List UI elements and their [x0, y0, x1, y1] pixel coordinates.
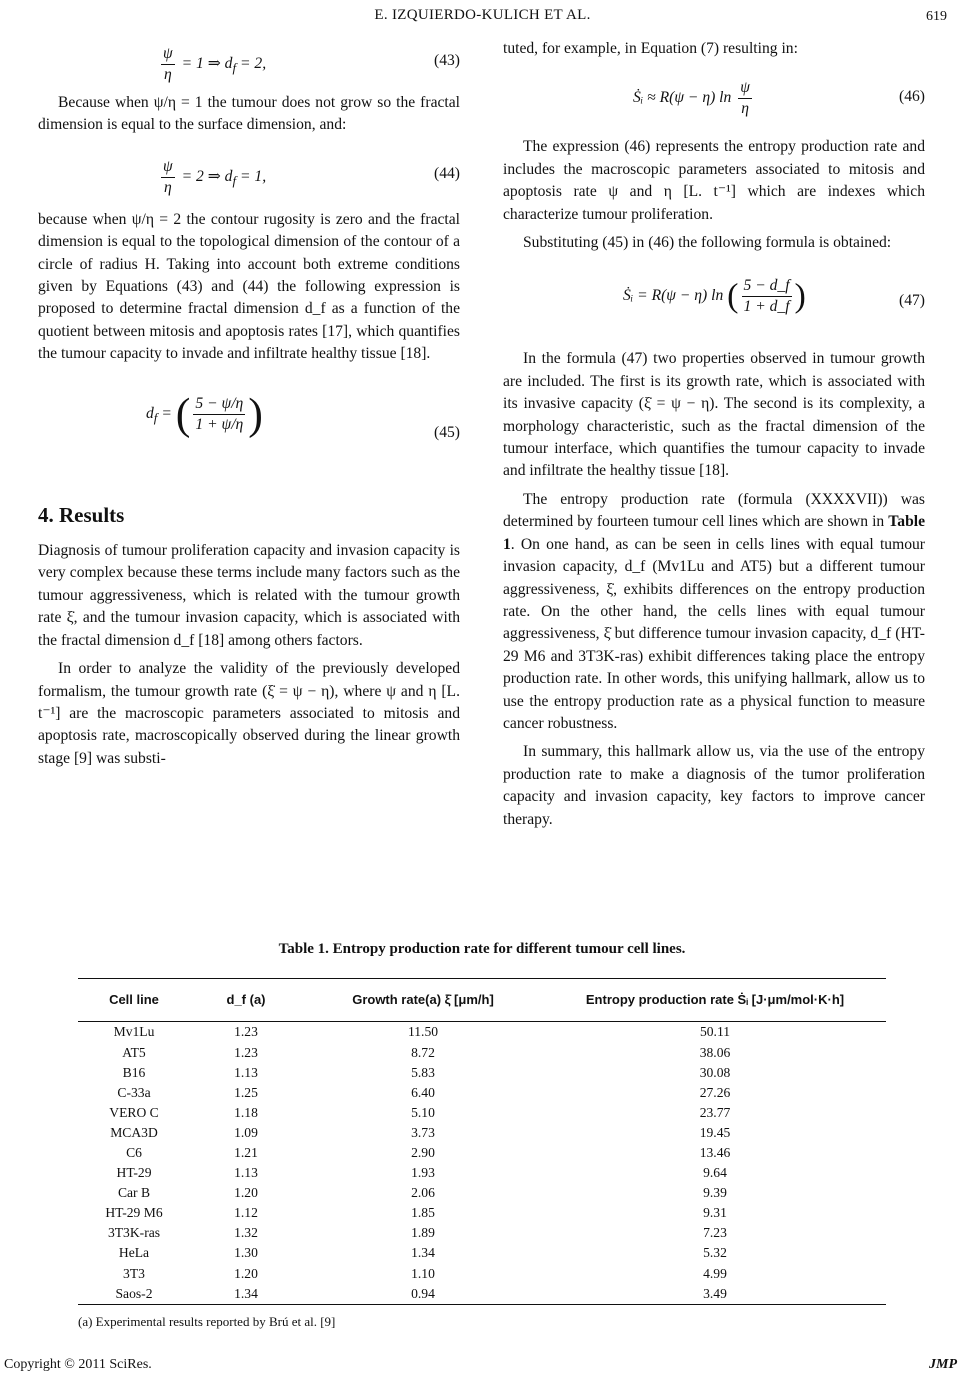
table-row: [78, 1203, 886, 1223]
paragraph: In order to analyze the validity of the previously developed formalism, the tumour growth rate (ξ̇ = ψ − η), where ψ and η [L. t⁻¹] are the macroscopic parameters associated to mitosis and apoptosis rate, macroscopically observed during the linear growth stage [9] was substi-: [38, 660, 460, 767]
table-cell: 1.20: [234, 1185, 258, 1201]
paragraph: Because when ψ/η = 1 the tumour does not grow so the fractal dimension is equal to the surface dimension, and:: [38, 94, 460, 134]
table-cell: 1.21: [234, 1145, 258, 1161]
table-cell: 13.46: [699, 1145, 731, 1161]
table-footnote: (a) Experimental results reported by Brú et al. [9]: [78, 1313, 336, 1329]
table-cell: 1.09: [234, 1124, 258, 1140]
table-cell: 30.08: [699, 1064, 731, 1080]
table-cell: 1.13: [234, 1165, 258, 1181]
column-header: Entropy production rate Ṡᵢ [J·μm/mol·K·h]: [544, 979, 886, 1022]
column-header: Cell line: [78, 979, 190, 1022]
paragraph: because when ψ/η = 2 the contour rugosity is zero and the fractal dimension is equal to the topological dimension of the contour of a circle of radius H. Taking into account both extreme conditions given by Equations (43) and (44) the following expression is proposed to determine fractal dimension d_f as a function of the quotient between mitosis and apoptosis rates [17], which quantifies the tumour capacity to invade and infiltrate healthy tissue [18].: [38, 210, 460, 363]
left-column: [38, 38, 460, 770]
table-row: [78, 1043, 886, 1063]
table-cell: HT-29: [116, 1165, 152, 1181]
paragraph: tuted, for example, in Equation (7) resulting in:: [503, 40, 798, 57]
equation-45: $d_f$ = ( $\frac{5 - \psi/\eta}{1 + \psi/\eta}$ ) (45): [38, 384, 460, 480]
table-cell: 3T3: [123, 1265, 145, 1281]
table-cell: Mv1Lu: [113, 1024, 155, 1040]
table-cell: 1.13: [234, 1064, 258, 1080]
table-cell: 38.06: [699, 1044, 731, 1060]
table-cell: 50.11: [699, 1024, 731, 1040]
table-cell: B16: [122, 1064, 146, 1080]
column-header: Growth rate(a) ξ̇ [μm/h]: [302, 979, 544, 1022]
section-heading: 4. Results: [38, 502, 125, 527]
equation-44: $\frac{\psi}{\eta}$ = 2 ⇒ $d_f = 1$, (44): [163, 157, 460, 196]
table-cell: 2.06: [411, 1185, 435, 1201]
table-cell: 9.31: [703, 1205, 727, 1221]
table-cell: 23.77: [699, 1104, 731, 1120]
paragraph: Substituting (45) in (46) the following formula is obtained:: [523, 234, 892, 252]
table-cell: 3.73: [411, 1124, 435, 1140]
table-row: [78, 1063, 886, 1083]
table-cell: 1.34: [411, 1245, 435, 1261]
table-row: [78, 1243, 886, 1263]
table-cell: 1.93: [411, 1165, 435, 1181]
table-row: [78, 1022, 886, 1043]
equation-46: Ṡᵢ ≈ R(ψ − η) ln $\frac{\psi}{\eta}$ (46): [633, 79, 925, 118]
table-cell: 5.32: [703, 1245, 727, 1261]
copyright: Copyright © 2011 SciRes.: [4, 1356, 152, 1372]
table-cell: 19.45: [699, 1124, 731, 1140]
table-cell: 1.30: [234, 1245, 258, 1261]
table-cell: 1.89: [411, 1225, 435, 1241]
table-cell: 1.10: [411, 1265, 435, 1281]
table-cell: 4.99: [703, 1265, 727, 1281]
table-cell: 1.25: [234, 1084, 258, 1100]
table-caption: Table 1. Entropy production rate for different tumour cell lines.: [278, 941, 686, 957]
table-cell: C6: [126, 1145, 142, 1161]
equation-number: (45): [434, 423, 460, 441]
table-cell: 7.23: [703, 1225, 727, 1241]
table-cell: 8.72: [411, 1044, 435, 1060]
table-cell: 9.39: [703, 1185, 727, 1201]
equation-number: (47): [899, 292, 925, 310]
paragraph: The entropy production rate (formula (XXXXVII)) was determined by fourteen tumour cell lines which are shown in Table 1. On one hand, as can be seen in cells lines with equal tumour invasion capacity, d_f (Mv1Lu and AT5) but a different tumour aggressiveness, ξ̇, exhibits differences on the entropy production rate. On the other hand, the cells lines with equal tumour aggressiveness, ξ̇ but difference tumour invasion capacity, d_f (HT-29 M6 and 3T3K-ras) exhibit differences taking place the entropy production rate. In other words, this unifying hallmark, allow us to use the entropy production rate as a physical function to measure cancer robustness.: [503, 490, 925, 732]
equation-43: $\frac{\psi}{\eta}$ = 1 ⇒ $d_f = 2$, (43): [163, 45, 460, 83]
table-row: [78, 1264, 886, 1284]
table-cell: 11.50: [407, 1024, 439, 1040]
table-cell: HT-29 M6: [105, 1205, 163, 1221]
table-cell: 9.64: [703, 1165, 727, 1181]
table-cell: 1.18: [234, 1104, 258, 1120]
table-row: [78, 1223, 886, 1243]
table-row: [78, 1143, 886, 1163]
table-cell: 1.32: [234, 1225, 258, 1241]
paragraph: In the formula (47) two properties observed in tumour growth are included. The first is its growth rate, which is associated with its invasive capacity (ξ̇ = ψ − η). The second is its complexity, a morphology characteristic, such as the fractal dimension of the tumour interface, which quantifies the tumour capacity to invade and infiltrate the healthy tissue [18].: [503, 350, 925, 480]
table-reference[interactable]: Table 1: [503, 513, 925, 553]
paragraph: In summary, this hallmark allow us, via the use of the entropy production rate to make a diagnosis of the tumor proliferation capacity and invasion capacity, key factors to improve cancer therapy.: [503, 743, 925, 828]
journal-name: JMP: [929, 1356, 957, 1372]
table-cell: 27.26: [699, 1084, 731, 1100]
table-cell: VERO C: [109, 1104, 159, 1120]
table-1: [78, 938, 886, 1333]
table-row: [78, 1163, 886, 1183]
table-cell: Saos-2: [78, 1284, 190, 1305]
equation-number: (43): [434, 52, 460, 69]
table-cell: 2.90: [411, 1145, 435, 1161]
paragraph: The expression (46) represents the entropy production rate and includes the macroscopic parameters associated to mitosis and apoptosis rate ψ and η [L. t⁻¹] which are indexes which characterize tumour proliferation.: [503, 138, 925, 223]
table-cell: Car B: [117, 1185, 151, 1201]
page-number: 619: [926, 9, 947, 24]
table-cell: 1.23: [234, 1044, 258, 1060]
table-cell: HeLa: [118, 1245, 150, 1261]
equation-number: (46): [899, 88, 925, 106]
table-cell: 1.12: [234, 1205, 258, 1221]
table-row: [78, 1103, 886, 1123]
running-header: [0, 4, 965, 28]
table-cell: 1.20: [234, 1265, 258, 1281]
table-cell: 6.40: [411, 1084, 435, 1100]
table-row: [78, 1183, 886, 1203]
paragraph: Diagnosis of tumour proliferation capacity and invasion capacity is very complex because these terms include many factors such as the tumour aggressiveness, which is related with the tumour growth rate ξ̇, and the tumour invasion capacity, which is associated with the fractal dimension d_f [18] among others factors.: [38, 542, 460, 649]
table-cell: 1.23: [234, 1024, 258, 1040]
equation-47: Ṡᵢ = R(ψ − η) ln ( $\frac{5 - d\_f}{1 + d\_f}$ ) (47): [623, 277, 925, 316]
table-row: [78, 1123, 886, 1143]
running-title: E. IZQUIERDO-KULICH ET AL.: [374, 7, 591, 23]
table-cell: 0.94: [302, 1284, 544, 1305]
right-column: [503, 38, 925, 831]
table-cell: 1.85: [411, 1205, 435, 1221]
data-table: [78, 978, 886, 1304]
table-cell: MCA3D: [110, 1124, 158, 1140]
table-cell: 3.49: [544, 1284, 886, 1305]
table-row: [78, 1083, 886, 1103]
table-cell: 5.83: [411, 1064, 435, 1080]
table-row: [78, 1284, 886, 1305]
table-cell: C-33a: [117, 1084, 151, 1100]
table-cell: 5.10: [411, 1104, 435, 1120]
column-header: d_f (a): [190, 979, 302, 1022]
equation-number: (44): [434, 164, 460, 182]
table-cell: AT5: [122, 1044, 146, 1060]
table-cell: 3T3K-ras: [107, 1225, 161, 1241]
table-cell: 1.34: [190, 1284, 302, 1305]
